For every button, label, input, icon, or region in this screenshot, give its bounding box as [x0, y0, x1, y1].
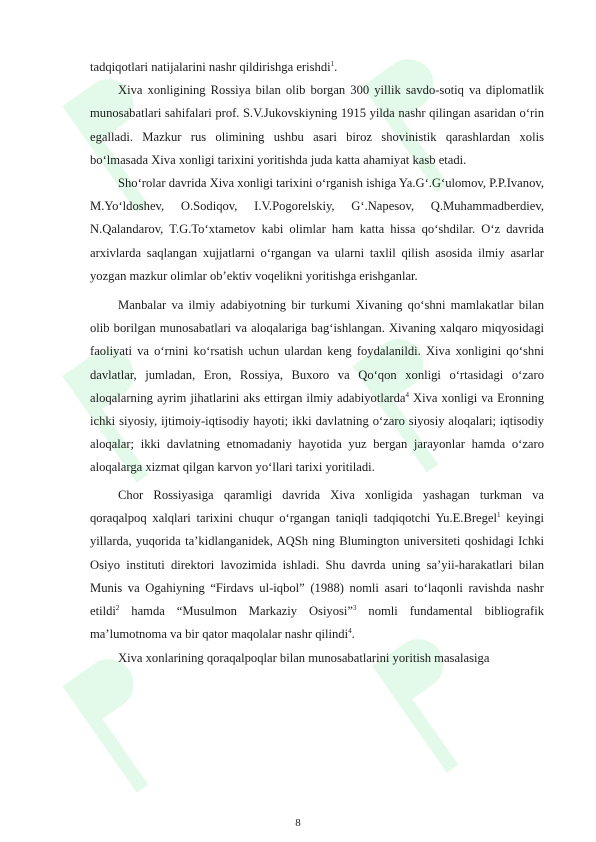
paragraph-bregel: Chor Rossiyasiga qaramligi davrida Xiva xonligida yashagan turkman va qoraqalpoq xalqlari tarixini chuqur o‘rgangan taniqli tadqiqotchi Yu.E.Bregel$^1$ keyingi yillarda, yuqorida ta’kidlanganidek, AQSh ning Blumington universiteti qoshidagi Ichki Osiyo instituti direktori lavozimida ishladi. Shu davrda uning sa’yii-harakatlari bilan Munis va Ogahiyning “Firdavs ul-iqbol” (1988) nomli asari to‘laqonli ravishda nashr etildi$^2$ hamda “Musulmon Markaziy Osiyosi”$^3$ nomli fundamental bibliografik ma’lumotnoma va bir qator maqolalar nashr qilindi$^4$. [90, 487, 544, 642]
body-text [90, 56, 544, 670]
footnote-ref: 4 [348, 627, 352, 636]
paragraph-continuation: tadqiqotlari natijalarini nashr qildirishga erishdi$^1$. [90, 59, 338, 74]
footnote-ref: 1 [497, 510, 501, 519]
paragraph-soviet-period: Sho‘rolar davrida Xiva xonligi tarixini o‘rganish ishiga Ya.G‘.G‘ulomov, P.P.Ivanov, M.Yo‘ldoshev, O.Sodiqov, I.V.Pogorelskiy, G‘.Napesov, Q.Muhammadberdiev, N.Qalandarov, T.G.To‘xtametov kabi olimlar ham katta hissa qo‘shdilar. O‘z davrida arxivlarda saqlangan xujjatlarni o‘rgangan va ularni taxlil qilish asosida ilmiy asarlar yozgan mazkur olimlar ob’ektiv voqelikni yoritishga erishganlar. [90, 176, 544, 283]
footnote-ref: 4 [405, 390, 410, 399]
paragraph-karakalpaks: Xiva xonlarining qoraqalpoqlar bilan munosabatlarini yoritish masalasiga [118, 650, 490, 665]
paragraph-sources: Manbalar va ilmiy adabiyotning bir turkumi Xivaning qo‘shni mamlakatlar bilan olib borilgan munosabatlari va aloqalariga bag‘ishlangan. Xivaning xalqaro miqyosidagi faoliyati va o‘rnini ko‘rsatish uchun ulardan keng foydalanildi. Xiva xonligini qo‘shni davlatlar, jumladan, Eron, Rossiya, Buxoro va Qo‘qon xonligi o‘rtasidagi o‘zaro aloqalarning ayrim jihatlarini aks ettirgan ilmiy adabiyotlarda$^4$ Xiva xonligi va Eronning ichki siyosiy, ijtimoiy-iqtisodiy hayoti; ikki davlatning o‘zaro siyosiy aloqalari; iqtisodiy aloqalar; ikki davlatning etnomadaniy hayotida yuz bergan jarayonlar hamda o‘zaro aloqalarga xizmat qilgan karvon yo‘llari tarixi yoritiladi. [90, 298, 544, 475]
footnote-ref: 2 [115, 603, 120, 612]
footnote-ref: 3 [353, 603, 357, 612]
page-number: 8 [295, 817, 301, 829]
paragraph-zhukovsky: Xiva xonligining Rossiya bilan olib borgan 300 yillik savdo-sotiq va diplomatlik munosabatlari sahifalari prof. S.V.Jukovskiyning 1915 yilda nashr qilingan asaridan o‘rin egalladi. Mazkur rus olimining ushbu asari biroz shovinistik qarashlardan xolis bo‘lmasada Xiva xonligi tarixini yoritishda juda katta ahamiyat kasb etadi. [90, 83, 544, 167]
footnote-ref: 1 [330, 59, 335, 68]
